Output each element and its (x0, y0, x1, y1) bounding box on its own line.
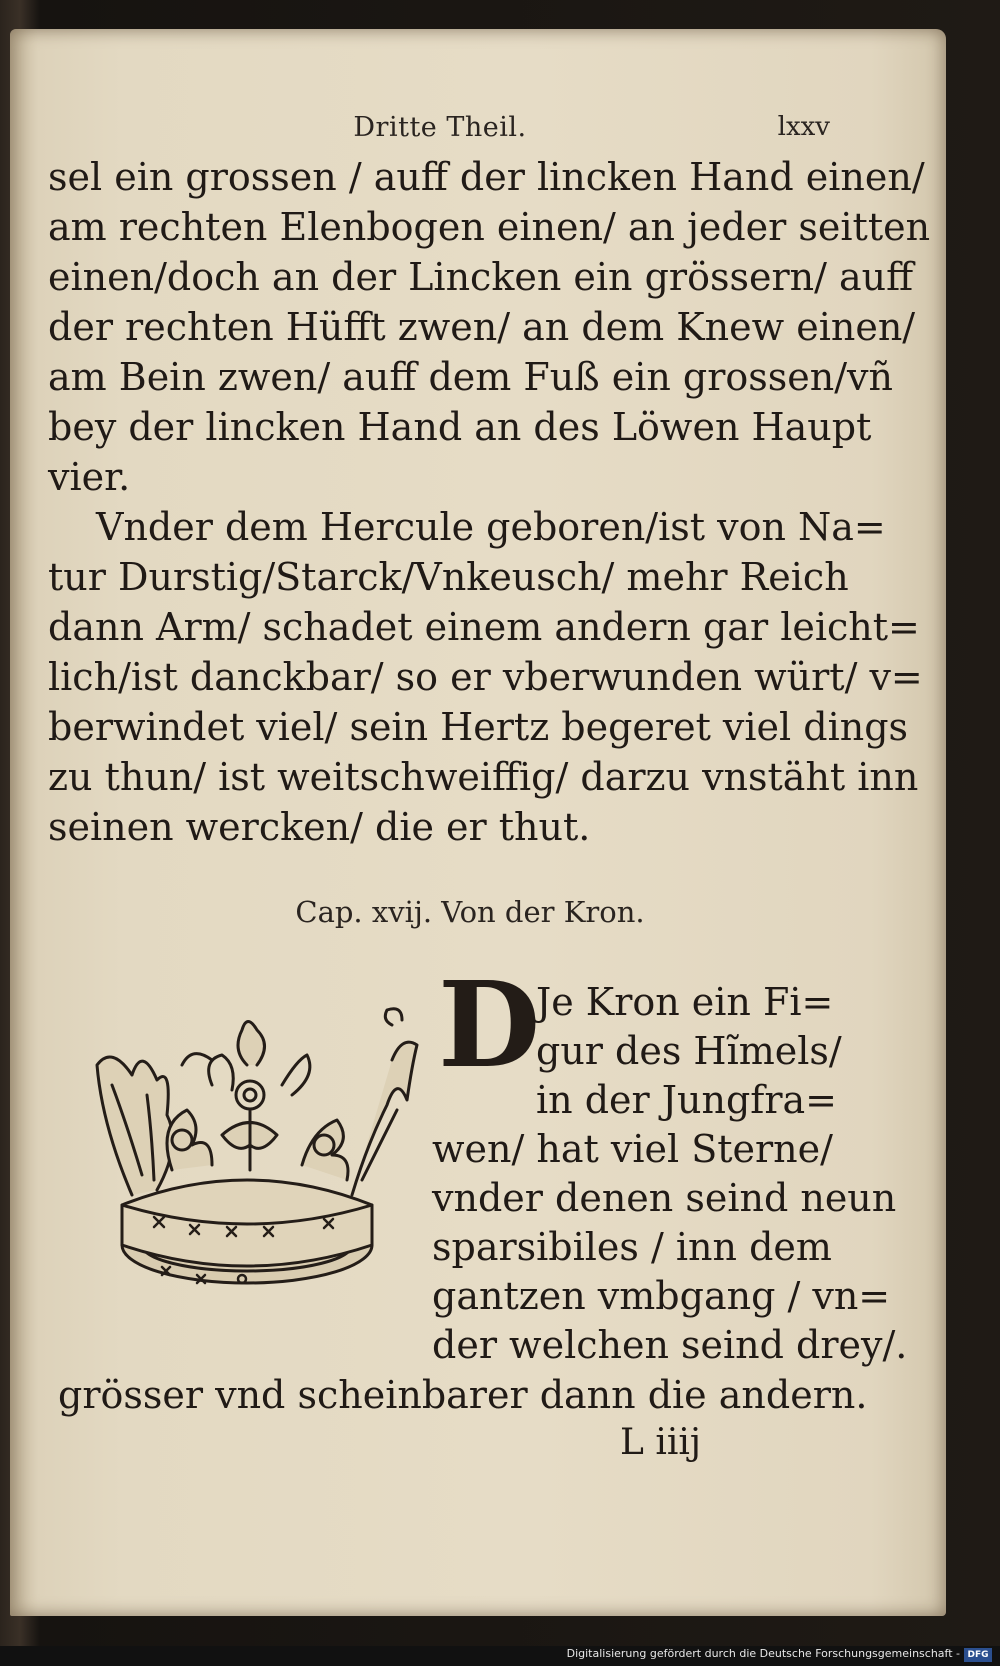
text-line: dann Arm/ schadet einem andern gar leicht= (48, 605, 920, 649)
text-line: vier. (48, 455, 131, 499)
text-line: Je Kron ein Fi= (536, 980, 834, 1024)
running-head: Dritte Theil. (353, 112, 527, 143)
text-line: berwindet viel/ sein Hertz begeret viel dings (48, 705, 909, 749)
text-line: seinen wercken/ die er thut. (48, 805, 591, 849)
text-line: Vnder dem Hercule geboren/ist von Na= (96, 505, 886, 549)
signature-mark: L iiij (620, 1422, 702, 1463)
text-line: grösser vnd scheinbarer dann die andern. (58, 1373, 868, 1417)
drop-cap-initial: D (438, 955, 541, 1094)
crown-icon (62, 1005, 432, 1315)
text-line: gur des Hĩmels/ (536, 1029, 842, 1073)
text-line: einen/doch an der Lincken ein grössern/ auff (48, 255, 914, 299)
text-line: der rechten Hüfft zwen/ an dem Knew einen/ (48, 305, 916, 349)
footer-credit: Digitalisierung gefördert durch die Deutsche Forschungsgemeinschaft - (566, 1647, 960, 1660)
text-line: am Bein zwen/ auff dem Fuß ein grossen/vñ (48, 355, 893, 399)
text-line: sparsibiles / inn dem (432, 1225, 832, 1269)
text-line: tur Durstig/Starck/Vnkeusch/ mehr Reich (48, 555, 849, 599)
text-line: am rechten Elenbogen einen/ an jeder seitten (48, 205, 931, 249)
text-line: wen/ hat viel Sterne/ (432, 1127, 833, 1171)
text-line: in der Jungfra= (536, 1078, 837, 1122)
text-line: bey der lincken Hand an des Löwen Haupt (48, 405, 872, 449)
chapter-text-column (432, 978, 908, 1370)
text-line: sel ein grossen / auff der lincken Hand einen/ (48, 155, 925, 199)
text-line: lich/ist danckbar/ so er vberwunden würt/ v= (48, 655, 923, 699)
text-line: zu thun/ ist weitschweiffig/ darzu vnstäht inn (48, 755, 919, 799)
crown-woodcut-illustration (62, 1005, 432, 1315)
chapter-heading: Cap. xvij. Von der Kron. (295, 895, 645, 929)
body-text-block (48, 152, 931, 852)
dfg-logo: DFG (964, 1648, 992, 1662)
text-line: vnder denen seind neun (432, 1176, 897, 1220)
text-line: gantzen vmbgang / vn= (432, 1274, 891, 1318)
folio-number: lxxv (777, 112, 830, 142)
text-line: der welchen seind drey/. (432, 1323, 908, 1367)
